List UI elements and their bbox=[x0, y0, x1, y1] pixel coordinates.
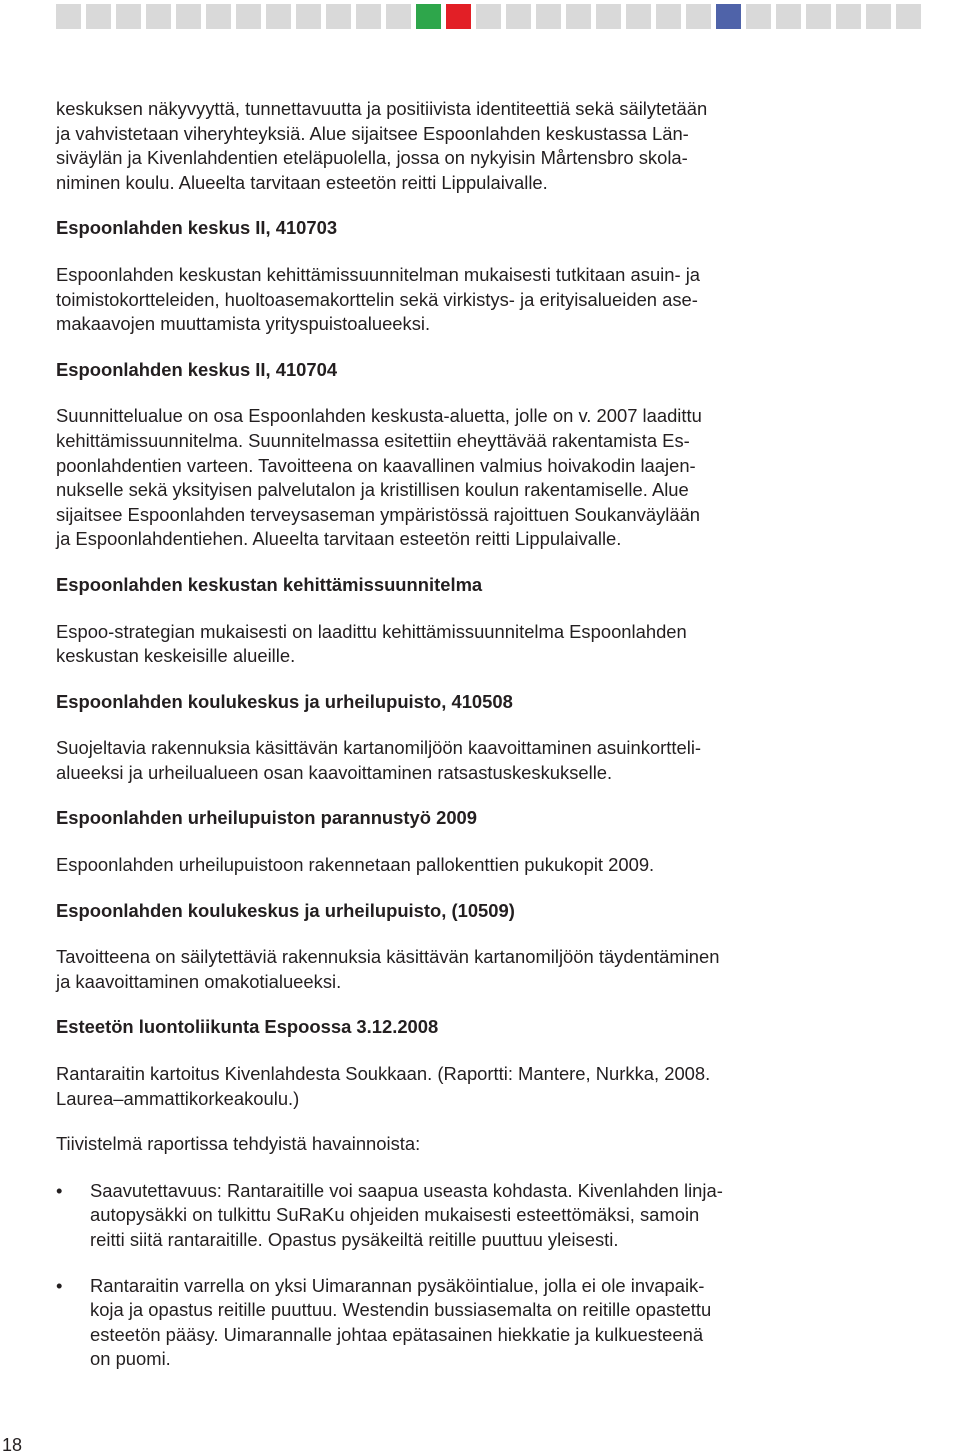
color-square bbox=[896, 4, 921, 29]
paragraph-line: nukselle sekä yksityisen palvelutalon ja kristillisen koulun rakentamiselle. Alue bbox=[56, 479, 689, 501]
color-square bbox=[206, 4, 231, 29]
summary-intro: Tiivistelmä raportissa tehdyistä havainnoista: bbox=[56, 1133, 421, 1155]
paragraph-line: Suojeltavia rakennuksia käsittävän kartanomiljöön kaavoittaminen asuinkortteli- bbox=[56, 737, 702, 759]
list-item-line: esteetön pääsy. Uimarannalle johtaa epätasainen hiekkatie ja kulkuesteenä bbox=[90, 1323, 704, 1345]
section-paragraph-10509 bbox=[56, 945, 776, 994]
color-square bbox=[116, 4, 141, 29]
bullet-icon: • bbox=[56, 1274, 63, 1296]
list-item-line: Saavutettavuus: Rantaraitille voi saapua useasta kohdasta. Kivenlahden linja- bbox=[90, 1179, 723, 1201]
section-paragraph-410703 bbox=[56, 263, 776, 337]
bullet-icon: • bbox=[56, 1179, 63, 1201]
findings-list bbox=[56, 1179, 776, 1372]
section-heading-410703: Espoonlahden keskus II, 410703 bbox=[56, 217, 338, 239]
color-square bbox=[356, 4, 381, 29]
color-square bbox=[56, 4, 81, 29]
intro-line: niminen koulu. Alueelta tarvitaan esteetön reitti Lippulaivalle. bbox=[56, 171, 548, 193]
color-square bbox=[266, 4, 291, 29]
paragraph-line: Espoonlahden keskustan kehittämissuunnitelman mukaisesti tutkitaan asuin- ja bbox=[56, 263, 701, 285]
section-paragraph-410508 bbox=[56, 736, 776, 785]
section-paragraph-parannustyo-2009 bbox=[56, 853, 776, 878]
paragraph-line: kehittämissuunnitelma. Suunnitelmassa esitettiin eheyttävää rakentamista Es- bbox=[56, 429, 690, 451]
paragraph-line: makaavojen muuttamista yrityspuistoalueeksi. bbox=[56, 313, 431, 335]
list-item bbox=[56, 1274, 776, 1372]
color-square bbox=[446, 4, 471, 29]
list-item bbox=[56, 1179, 776, 1253]
list-item-line: autopysäkki on tulkittu SuRaKu ohjeiden mukaisesti esteettömäksi, samoin bbox=[90, 1204, 700, 1226]
section-heading-parannustyo-2009: Espoonlahden urheilupuiston parannustyö 2009 bbox=[56, 807, 478, 829]
color-square bbox=[596, 4, 621, 29]
color-square bbox=[476, 4, 501, 29]
paragraph-line: Laurea–ammattikorkeakoulu.) bbox=[56, 1087, 300, 1109]
color-square bbox=[746, 4, 771, 29]
paragraph-line: alueeksi ja urheilualueen osan kaavoittaminen ratsastuskeskukselle. bbox=[56, 761, 613, 783]
paragraph-line: toimistokortteleiden, huoltoasemakorttelin sekä virkistys- ja erityisalueiden ase- bbox=[56, 288, 698, 310]
section-heading-410704: Espoonlahden keskus II, 410704 bbox=[56, 358, 338, 380]
color-square bbox=[716, 4, 741, 29]
color-square bbox=[416, 4, 441, 29]
color-square bbox=[656, 4, 681, 29]
color-square bbox=[836, 4, 861, 29]
document-body bbox=[56, 97, 776, 1372]
color-square bbox=[566, 4, 591, 29]
paragraph-line: Espoo-strategian mukaisesti on laadittu kehittämissuunnitelma Espoonlahden bbox=[56, 620, 687, 642]
paragraph-line: Espoonlahden urheilupuistoon rakennetaan pallokenttien pukukopit 2009. bbox=[56, 854, 655, 876]
list-item-line: reitti siitä rantaraitille. Opastus pysäkeiltä reitille puuttuu yleisesti. bbox=[90, 1229, 619, 1250]
section-paragraph-kehittamissuunnitelma bbox=[56, 620, 776, 669]
color-square bbox=[296, 4, 321, 29]
color-square bbox=[86, 4, 111, 29]
list-item-line: koja ja opastus reitille puuttuu. Westendin bussiasemalta on reitille opastettu bbox=[90, 1299, 712, 1321]
color-square bbox=[326, 4, 351, 29]
list-item-line: on puomi. bbox=[90, 1348, 171, 1370]
section-heading-10509: Espoonlahden koulukeskus ja urheilupuisto, (10509) bbox=[56, 899, 515, 921]
section-heading-kehittamissuunnitelma: Espoonlahden keskustan kehittämissuunnitelma bbox=[56, 573, 483, 595]
paragraph-line: Suunnittelualue on osa Espoonlahden keskusta-aluetta, jolle on v. 2007 laadittu bbox=[56, 405, 702, 427]
color-square bbox=[506, 4, 531, 29]
page-number: 18 bbox=[2, 1435, 23, 1455]
intro-line: ja vahvistetaan viheryhteyksiä. Alue sijaitsee Espoonlahden keskustassa Län- bbox=[56, 122, 689, 144]
paragraph-line: ja kaavoittaminen omakotialueeksi. bbox=[56, 970, 342, 992]
color-square bbox=[386, 4, 411, 29]
paragraph-line: sijaitsee Espoonlahden terveysaseman ympäristössä rajoittuen Soukanväylään bbox=[56, 503, 701, 525]
paragraph-line: poonlahdentien varteen. Tavoitteena on kaavallinen valmius hoivakodin laajen- bbox=[56, 454, 696, 476]
intro-line: keskuksen näkyvyyttä, tunnettavuutta ja positiivista identiteettiä sekä säilytetään bbox=[56, 98, 708, 119]
list-item-line: Rantaraitin varrella on yksi Uimarannan pysäköintialue, jolla ei ole invapaik- bbox=[90, 1274, 705, 1296]
color-square bbox=[146, 4, 171, 29]
intro-paragraph bbox=[56, 97, 776, 195]
section-paragraph-410704 bbox=[56, 404, 776, 552]
intro-line: siväylän ja Kivenlahdentien eteläpuolella, jossa on nykyisin Mårtensbro skola- bbox=[56, 147, 688, 169]
paragraph-line: Rantaraitin kartoitus Kivenlahdesta Soukkaan. (Raportti: Mantere, Nurkka, 2008. bbox=[56, 1063, 711, 1085]
color-square bbox=[866, 4, 891, 29]
color-square bbox=[236, 4, 261, 29]
color-square bbox=[626, 4, 651, 29]
section-heading-410508: Espoonlahden koulukeskus ja urheilupuisto, 410508 bbox=[56, 690, 513, 712]
color-square bbox=[806, 4, 831, 29]
paragraph-line: Tavoitteena on säilytettäviä rakennuksia käsittävän kartanomiljöön täydentäminen bbox=[56, 946, 720, 968]
color-square bbox=[536, 4, 561, 29]
color-square bbox=[176, 4, 201, 29]
paragraph-line: ja Espoonlahdentiehen. Alueelta tarvitaan esteetön reitti Lippulaivalle. bbox=[56, 528, 622, 550]
section-heading-luontoliikunta: Esteetön luontoliikunta Espoossa 3.12.2008 bbox=[56, 1016, 439, 1038]
section-paragraph-luontoliikunta bbox=[56, 1062, 776, 1111]
paragraph-line: keskustan keskeisille alueille. bbox=[56, 645, 296, 667]
color-square bbox=[776, 4, 801, 29]
color-square bbox=[686, 4, 711, 29]
header-color-strip bbox=[56, 4, 921, 29]
